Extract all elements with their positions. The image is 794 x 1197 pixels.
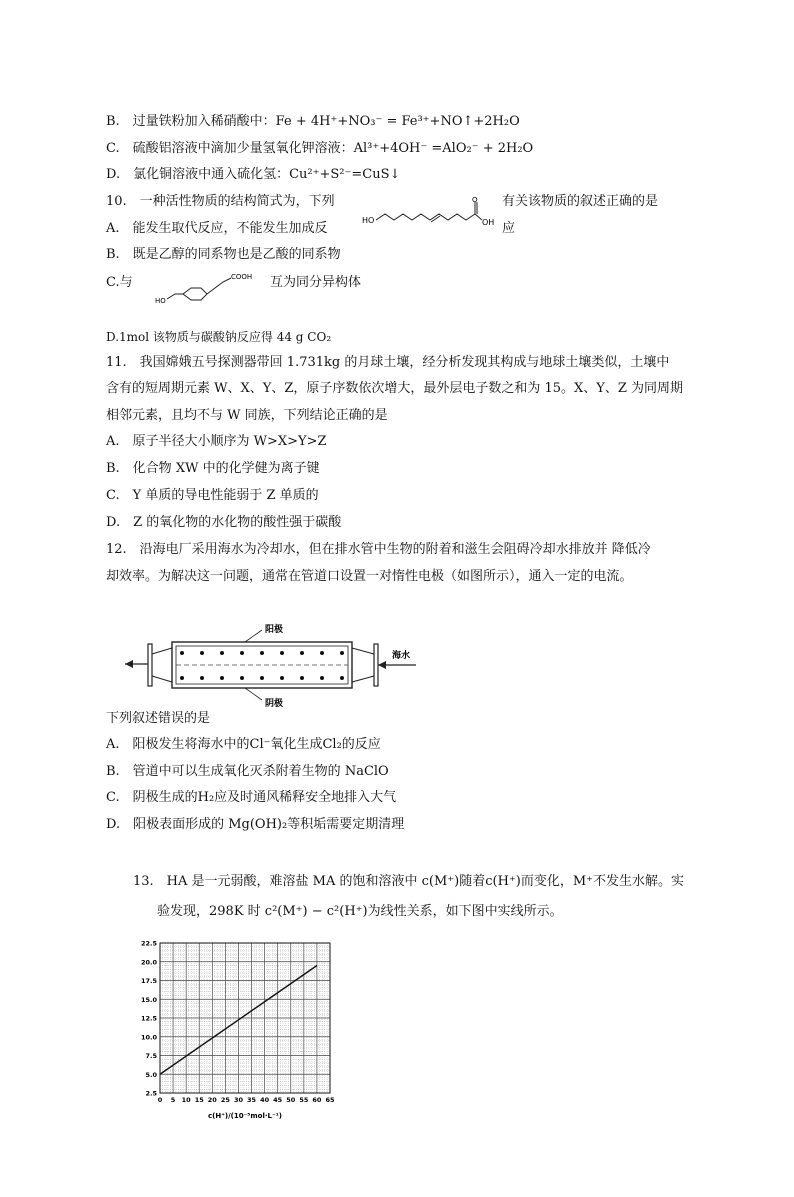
q10-structure-formula	[360, 196, 500, 232]
x-tick-label: 15	[194, 1096, 204, 1104]
q11-option-c: C. Y 单质的导电性能弱于 Z 单质的	[106, 488, 319, 503]
q12-stem-line1: 12. 沿海电厂采用海水为冷却水，但在排水管中生物的附着和滋生会阻碍冷却水排放并 降低冷	[106, 542, 651, 557]
chart-x-axis-label: c(H⁺)/(10⁻⁵mol·L⁻¹)	[208, 1112, 282, 1120]
q11-option-d: D. Z 的氧化物的水化物的酸性强于碳酸	[106, 515, 342, 530]
x-tick-label: 55	[299, 1096, 309, 1104]
q10-option-b: B. 既是乙醇的同系物也是乙酸的同系物	[106, 247, 341, 262]
x-tick-label: 50	[286, 1096, 296, 1104]
x-tick-label: 25	[220, 1096, 230, 1104]
y-tick-label: 15.0	[140, 995, 157, 1004]
q13-stem-line1: 13. HA 是一元弱酸，难溶盐 MA 的饱和溶液中 c(M⁺)随着c(H⁺)而变化，M⁺不发生水解。实	[133, 874, 685, 889]
q12-electrode-diagram	[120, 620, 420, 715]
q11-option-b: B. 化合物 XW 中的化学健为离子键	[106, 461, 320, 476]
q12-option-c: C. 阴极生成的H₂应及时通风稀释安全地排入大气	[106, 790, 397, 805]
q10-option-a-continued: 应	[502, 221, 516, 236]
q13-chart	[130, 935, 350, 1125]
x-tick-label: 5	[170, 1096, 176, 1104]
q11-option-a: A. 原子半径大小顺序为 W>X>Y>Z	[106, 434, 327, 449]
y-tick-label: 20.0	[140, 958, 157, 967]
q10-option-c: C.与	[106, 275, 133, 290]
cathode-label: 阴极	[265, 699, 284, 709]
q9-option-c: C. 硫酸铝溶液中滴加少量氢氧化钾溶液：Al³⁺+4OH⁻ =AlO₂⁻ + 2H₂O	[106, 141, 534, 156]
mol2-ho-label: HO	[155, 297, 166, 305]
q12-option-b: B. 管道中可以生成氧化灭杀附着生物的 NaClO	[106, 764, 389, 779]
mol2-cooh-label: COOH	[231, 273, 253, 281]
mol1-o-label: O	[472, 196, 478, 204]
y-tick-label: 2.5	[145, 1089, 157, 1098]
q10-option-c-continued: 互为同分异构体	[270, 275, 362, 290]
q10-option-a: A. 能发生取代反应，不能发生加成反	[106, 221, 328, 236]
q12-question: 下列叙述错误的是	[106, 711, 211, 726]
y-tick-label: 12.5	[140, 1014, 157, 1023]
x-tick-label: 40	[260, 1096, 270, 1104]
x-tick-label: 60	[312, 1096, 322, 1104]
y-tick-label: 7.5	[145, 1052, 157, 1060]
q12-option-a: A. 阳极发生将海水中的Cl⁻氧化生成Cl₂的反应	[106, 737, 381, 752]
q10-stem-continued: 有关该物质的叙述正确的是	[502, 194, 659, 209]
x-tick-label: 45	[273, 1096, 283, 1104]
anode-label: 阳极	[265, 625, 284, 635]
y-tick-label: 5.0	[145, 1070, 157, 1079]
q12-option-d: D. 阳极表面形成的 Mg(OH)₂等积垢需要定期清理	[106, 817, 405, 832]
q9-option-d: D. 氯化铜溶液中通入硫化氢：Cu²⁺+S²⁻=CuS↓	[106, 167, 401, 182]
q11-stem-line2: 含有的短周期元素 W、X、Y、Z，原子序数依次增大，最外层电子数之和为 15。X、Y、Z 为同周期	[106, 381, 684, 396]
x-tick-label: 20	[207, 1096, 217, 1104]
y-tick-label: 22.5	[140, 939, 157, 948]
q12-stem-line2: 却效率。为解决这一问题，通常在管道口设置一对惰性电极（如图所示），通入一定的电流。	[106, 569, 633, 584]
mol1-oh-label: OH	[482, 218, 495, 227]
x-tick-label: 10	[181, 1096, 191, 1104]
q10-stem: 10. 一种活性物质的结构简式为，下列	[106, 194, 335, 209]
q11-stem-line1: 11. 我国嫦娥五号探测器带回 1.731kg 的月球土壤，经分析发现其构成与地球土壤类似，土壤中	[106, 355, 670, 370]
q11-stem-line3: 相邻元素，且均不与 W 同族，下列结论正确的是	[106, 408, 388, 423]
q10-option-c-structure	[155, 268, 265, 308]
q10-option-d: D.1mol 该物质与碳酸钠反应得 44 g CO₂	[106, 330, 332, 344]
x-tick-label: 0	[157, 1096, 163, 1104]
seawater-label: 海水	[392, 651, 411, 661]
x-tick-label: 30	[233, 1096, 243, 1104]
x-tick-label: 35	[247, 1096, 257, 1104]
y-tick-label: 10.0	[140, 1033, 157, 1042]
mol1-ho-label: HO	[362, 216, 375, 225]
x-tick-label: 65	[325, 1096, 335, 1104]
y-tick-label: 17.5	[140, 977, 157, 985]
q13-stem-line2: 验发现，298K 时 c²(M⁺) − c²(H⁺)为线性关系，如下图中实线所示。	[157, 904, 563, 919]
q9-option-b: B. 过量铁粉加入稀硝酸中：Fe + 4H⁺+NO₃⁻ = Fe³⁺+NO↑+2H₂O	[106, 114, 520, 129]
